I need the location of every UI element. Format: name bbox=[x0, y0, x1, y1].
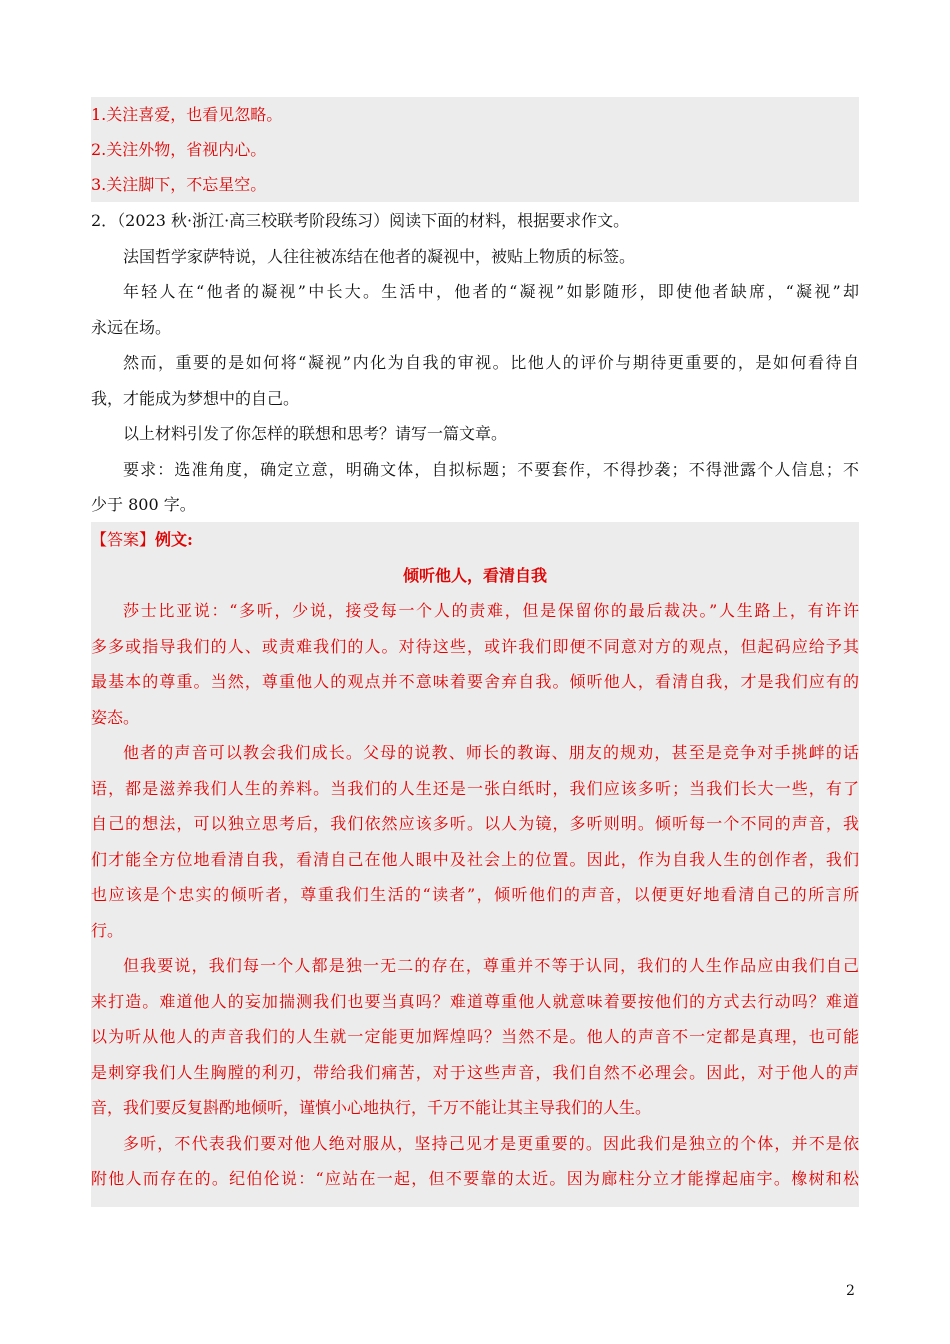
essay-line: 们才能全方位地看清自我，看清自己在他人眼中及社会上的位置。因此，作为自我人生的创作者，我们 bbox=[91, 849, 859, 869]
material-line: 永远在场。 bbox=[91, 317, 172, 337]
essay-line: 行。 bbox=[91, 920, 124, 940]
essay-line: 但我要说，我们每一个人都是独一无二的存在，尊重并不等于认同，我们的人生作品应由我们自己 bbox=[123, 956, 859, 975]
material-line: 法国哲学家萨特说，人往往被冻结在他者的凝视中，被贴上物质的标签。 bbox=[123, 246, 636, 266]
answer-label-bold: 例文: bbox=[155, 530, 193, 549]
essay-line: 也应该是个忠实的倾听者，尊重我们生活的“读者”，倾听他们的声音，以便更好地看清自己的所言所 bbox=[91, 885, 859, 904]
option-3: 3.关注脚下，不忘星空。 bbox=[91, 175, 267, 194]
essay-line: 附他人而存在的。纪伯伦说：“应站在一起，但不要靠的太近。因为廊柱分立才能撑起庙宇。橡树和松 bbox=[91, 1169, 859, 1188]
material-line: 我，才能成为梦想中的自己。 bbox=[91, 388, 300, 408]
page-number: 2 bbox=[846, 1283, 855, 1299]
essay-line: 自己的想法，可以独立思考后，我们依然应该多听。以人为镜，多听则明。倾听每一个不同的声音，我 bbox=[91, 814, 859, 833]
option-1: 1.关注喜爱，也看见忽略。 bbox=[91, 105, 283, 124]
essay-line: 语，都是滋养我们人生的养料。当我们的人生还是一张白纸时，我们应该多听；当我们长大一些，有了 bbox=[91, 778, 859, 798]
question-heading: 2．（2023 秋·浙江·高三校联考阶段练习）阅读下面的材料，根据要求作文。 bbox=[91, 211, 630, 230]
essay-line: 莎士比亚说：“多听，少说，接受每一个人的责难，但是保留你的最后裁决。”人生路上，有许许 bbox=[123, 601, 859, 620]
option-2: 2.关注外物，省视内心。 bbox=[91, 140, 267, 159]
essay-line: 最基本的尊重。当然，尊重他人的观点并不意味着要舍弃自我。倾听他人，看清自我，才是我们应有的 bbox=[91, 672, 859, 691]
material-line: 年轻人在“他者的凝视”中长大。生活中，他者的“凝视”如影随形，即使他者缺席，“凝视”却 bbox=[123, 282, 859, 301]
essay-title: 倾听他人，看清自我 bbox=[402, 565, 547, 585]
question-block bbox=[91, 203, 859, 523]
essay-line: 他者的声音可以教会我们成长。父母的说教、师长的教诲、朋友的规劝，甚至是竞争对手挑衅的话 bbox=[123, 743, 859, 762]
essay-line: 多多或指导我们的人、或责难我们的人。对待这些，或许我们即便不同意对方的观点，但起码应给予其 bbox=[91, 636, 859, 656]
options-block bbox=[91, 97, 859, 202]
answer-block bbox=[91, 522, 859, 1207]
answer-label: 【答案】 bbox=[91, 530, 156, 549]
essay-line: 来打造。难道他人的妄加揣测我们也要当真吗？难道尊重他人就意味着要按他们的方式去行动吗？难道 bbox=[91, 991, 859, 1011]
essay-line: 音，我们要反复斟酌地倾听，谨慎小心地执行，千万不能让其主导我们的人生。 bbox=[91, 1098, 652, 1117]
prompt-line: 以上材料引发了你怎样的联想和思考？请写一篇文章。 bbox=[123, 424, 508, 443]
requirement-line: 少于 800 字。 bbox=[91, 495, 196, 514]
requirement-line: 要求：选准角度，确定立意，明确文体，自拟标题；不要套作，不得抄袭；不得泄露个人信息；不 bbox=[123, 459, 859, 479]
answer-label-line bbox=[91, 522, 859, 558]
essay-line: 多听，不代表我们要对他人绝对服从，坚持己见才是更重要的。因此我们是独立的个体，并不是依 bbox=[123, 1133, 859, 1153]
essay-line: 以为听从他人的声音我们的人生就一定能更加辉煌吗？当然不是。他人的声音不一定都是真理，也可能 bbox=[91, 1027, 859, 1046]
essay-line: 姿态。 bbox=[91, 707, 140, 727]
material-line: 然而，重要的是如何将“凝视”内化为自我的审视。比他人的评价与期待更重要的，是如何看待自 bbox=[123, 353, 859, 372]
essay-line: 是刺穿我们人生胸膛的利刃，带给我们痛苦，对于这些声音，我们自然不必理会。因此，对于他人的声 bbox=[91, 1062, 859, 1082]
